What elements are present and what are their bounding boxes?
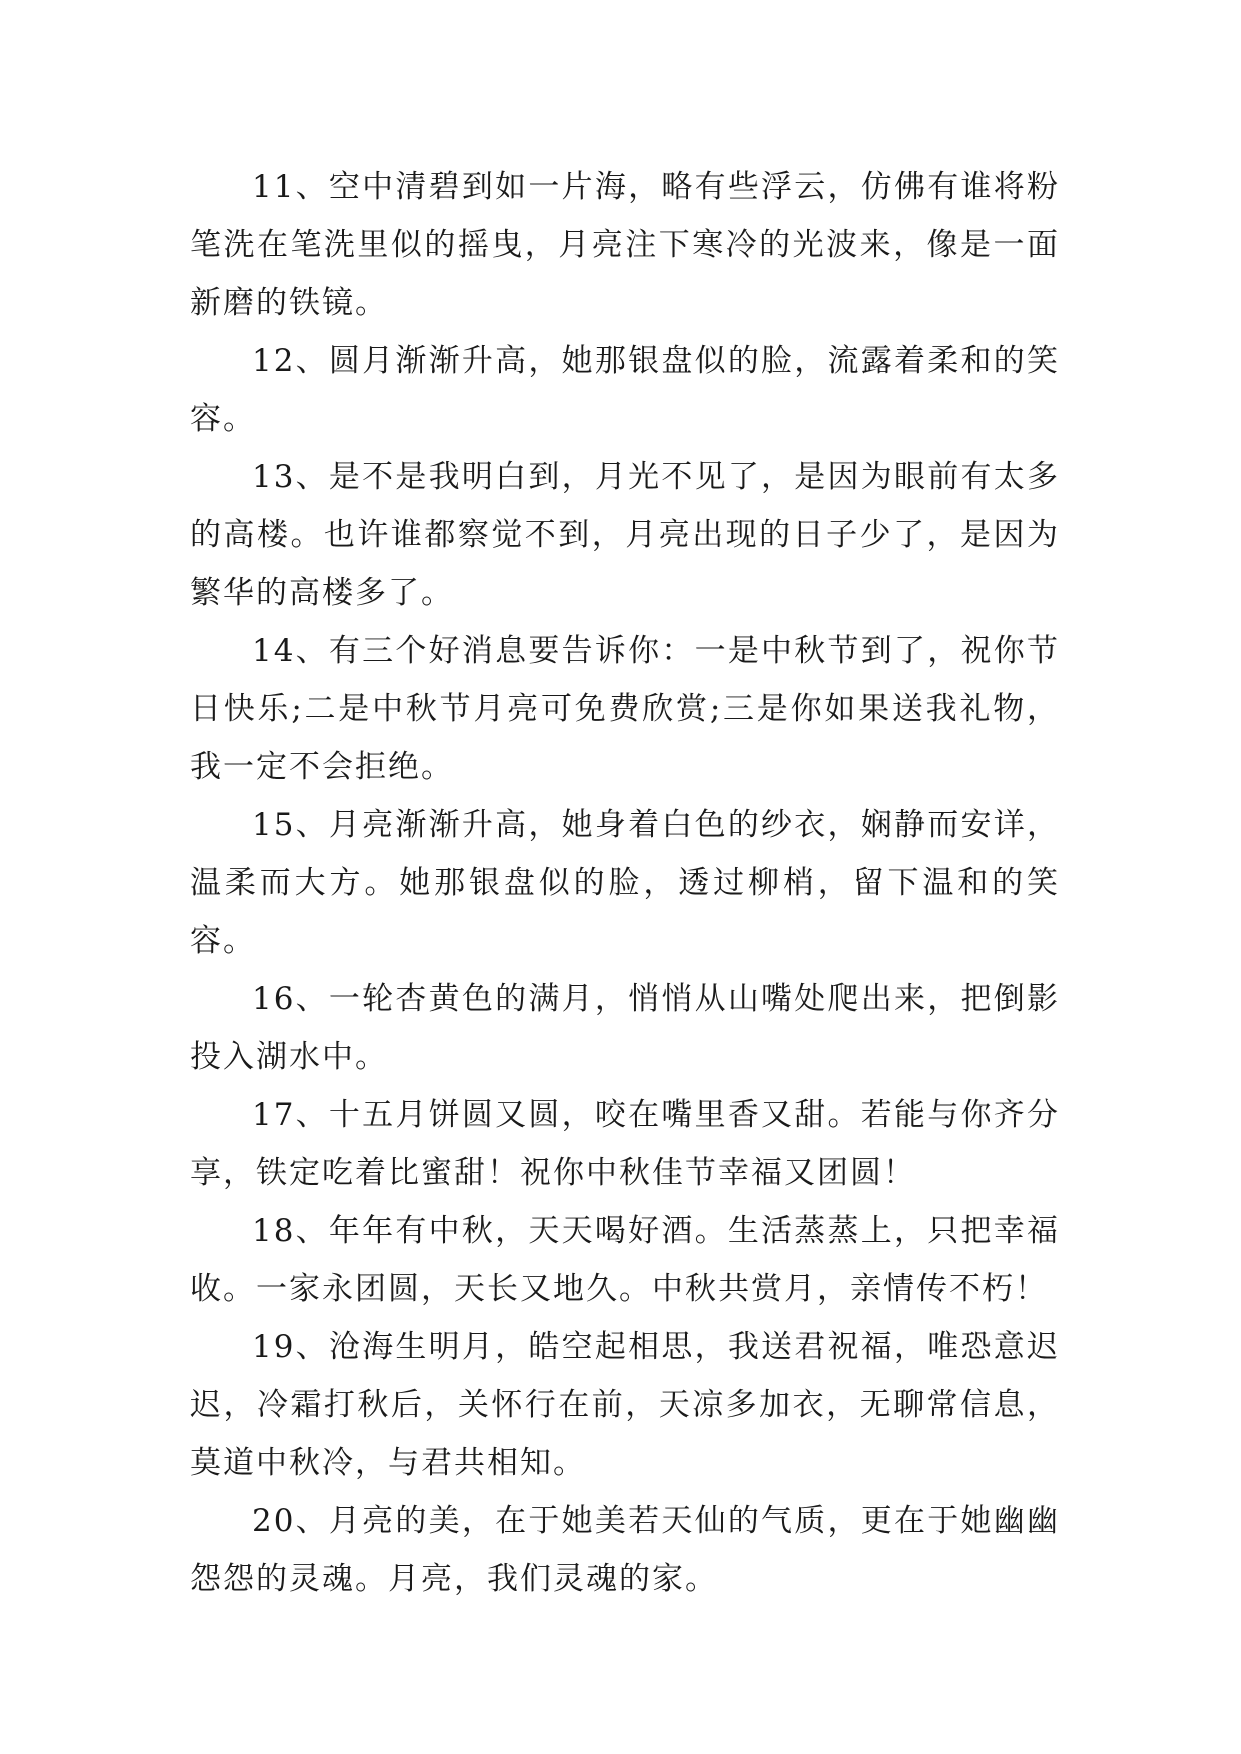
paragraph-14: 14、有三个好消息要告诉你：一是中秋节到了，祝你节日快乐;二是中秋节月亮可免费欣赏;三是你如果送我礼物，我一定不会拒绝。	[190, 633, 1060, 785]
document-body	[190, 158, 1060, 1608]
paragraph-16: 16、一轮杏黄色的满月，悄悄从山嘴处爬出来，把倒影投入湖水中。	[190, 981, 1060, 1075]
paragraph-19: 19、沧海生明月，皓空起相思，我送君祝福，唯恐意迟迟，冷霜打秋后，关怀行在前，天凉多加衣，无聊常信息，莫道中秋冷，与君共相知。	[190, 1329, 1060, 1481]
paragraph-12: 12、圆月渐渐升高，她那银盘似的脸，流露着柔和的笑容。	[190, 343, 1060, 437]
paragraph-17: 17、十五月饼圆又圆，咬在嘴里香又甜。若能与你齐分享，铁定吃着比蜜甜！祝你中秋佳节幸福又团圆！	[190, 1097, 1060, 1191]
paragraph-20: 20、月亮的美，在于她美若天仙的气质，更在于她幽幽怨怨的灵魂。月亮，我们灵魂的家。	[190, 1503, 1060, 1597]
paragraph-11: 11、空中清碧到如一片海，略有些浮云，仿佛有谁将粉笔洗在笔洗里似的摇曳，月亮注下寒冷的光波来，像是一面新磨的铁镜。	[190, 169, 1060, 321]
paragraph-18: 18、年年有中秋，天天喝好酒。生活蒸蒸上，只把幸福收。一家永团圆，天长又地久。中秋共赏月，亲情传不朽！	[190, 1213, 1060, 1307]
paragraph-15: 15、月亮渐渐升高，她身着白色的纱衣，娴静而安详，温柔而大方。她那银盘似的脸，透过柳梢，留下温和的笑容。	[190, 807, 1060, 959]
paragraph-13: 13、是不是我明白到，月光不见了，是因为眼前有太多的高楼。也许谁都察觉不到，月亮出现的日子少了，是因为繁华的高楼多了。	[190, 459, 1060, 611]
